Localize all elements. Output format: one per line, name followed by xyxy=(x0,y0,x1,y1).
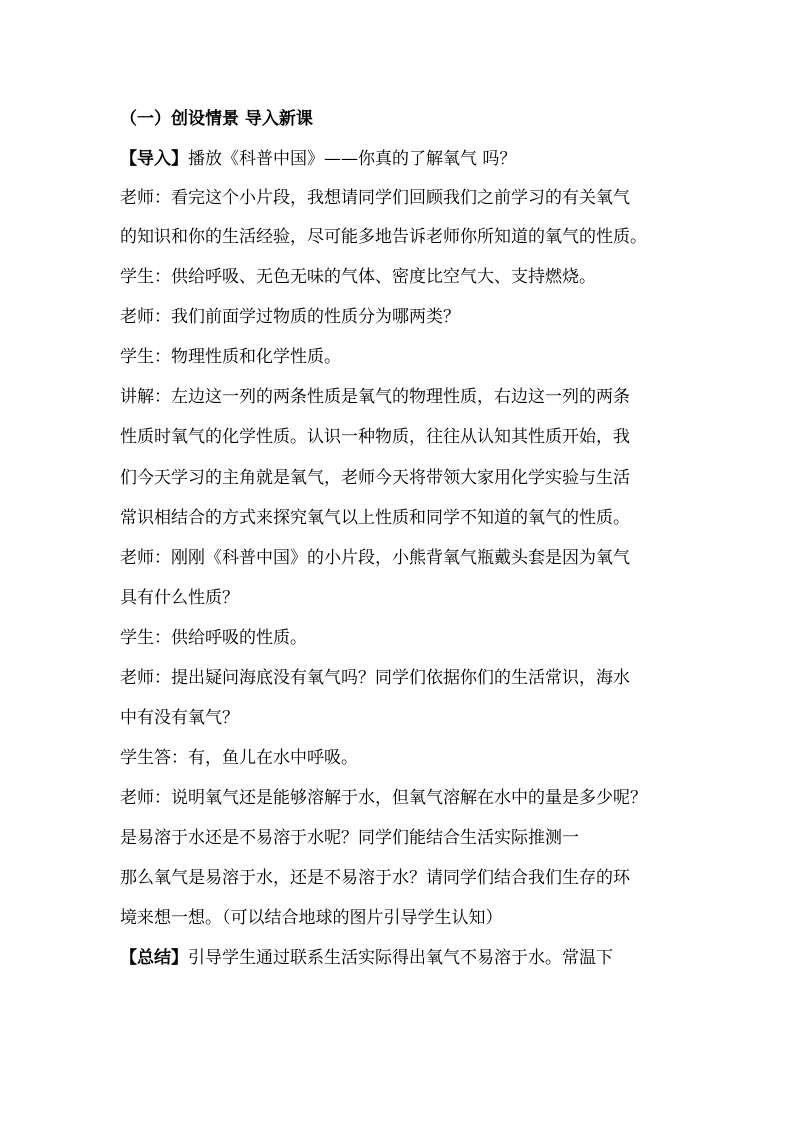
text-line: 老师：我们前面学过物质的性质分为哪两类？ xyxy=(120,307,460,327)
text-line: 学生：供给呼吸、无色无味的气体、密度比空气大、支持燃烧。 xyxy=(120,267,596,287)
text-line: 们今天学习的主角就是氧气，老师今天将带领大家用化学实验与生活 xyxy=(120,468,630,488)
intro-text: 播放《科普中国》——你真的了解氧气 吗？ xyxy=(188,149,517,169)
text-line: 性质时氧气的化学性质。认识一种物质，往往从认知其性质开始，我 xyxy=(120,427,630,447)
text-line: 老师：提出疑问海底没有氧气吗？同学们依据你们的生活常识，海水 xyxy=(120,668,630,688)
text-line: 具有什么性质？ xyxy=(120,588,239,608)
text-line: 学生：供给呼吸的性质。 xyxy=(120,628,307,648)
text-line: 中有没有氧气？ xyxy=(120,708,239,728)
summary-text: 引导学生通过联系生活实际得出氧气不易溶于水。常温下 xyxy=(188,948,613,968)
text-line: 老师：刚刚《科普中国》的小片段，小熊背氧气瓶戴头套是因为氧气 xyxy=(120,548,630,568)
text-line: 常识相结合的方式来探究氧气以上性质和同学不知道的氧气的性质。 xyxy=(120,508,630,528)
text-line: 讲解：左边这一列的两条性质是氧气的物理性质，右边这一列的两条 xyxy=(120,387,630,407)
section-heading: （一）创设情景 导入新课 xyxy=(120,109,313,129)
summary-label: 【总结】 xyxy=(120,948,188,968)
intro-paragraph xyxy=(120,148,680,170)
summary-paragraph xyxy=(120,947,680,969)
text-line: 学生：物理性质和化学性质。 xyxy=(120,347,341,367)
text-line: 的知识和你的生活经验，尽可能多地告诉老师你所知道的氧气的性质。 xyxy=(120,227,647,247)
text-line: 老师：说明氧气还是能够溶解于水，但氧气溶解在水中的量是多少呢？ xyxy=(120,788,647,808)
text-line: 境来想一想。（可以结合地球的图片引导学生认知） xyxy=(120,908,503,928)
text-line: 学生答：有，鱼儿在水中呼吸。 xyxy=(120,748,358,768)
text-line: 那么氧气是易溶于水，还是不易溶于水？请同学们结合我们生存的环 xyxy=(120,868,630,888)
intro-label: 【导入】 xyxy=(120,149,188,169)
text-line: 老师：看完这个小片段，我想请同学们回顾我们之前学习的有关氧气 xyxy=(120,188,630,208)
text-line: 是易溶于水还是不易溶于水呢？同学们能结合生活实际推测一 xyxy=(120,828,579,848)
